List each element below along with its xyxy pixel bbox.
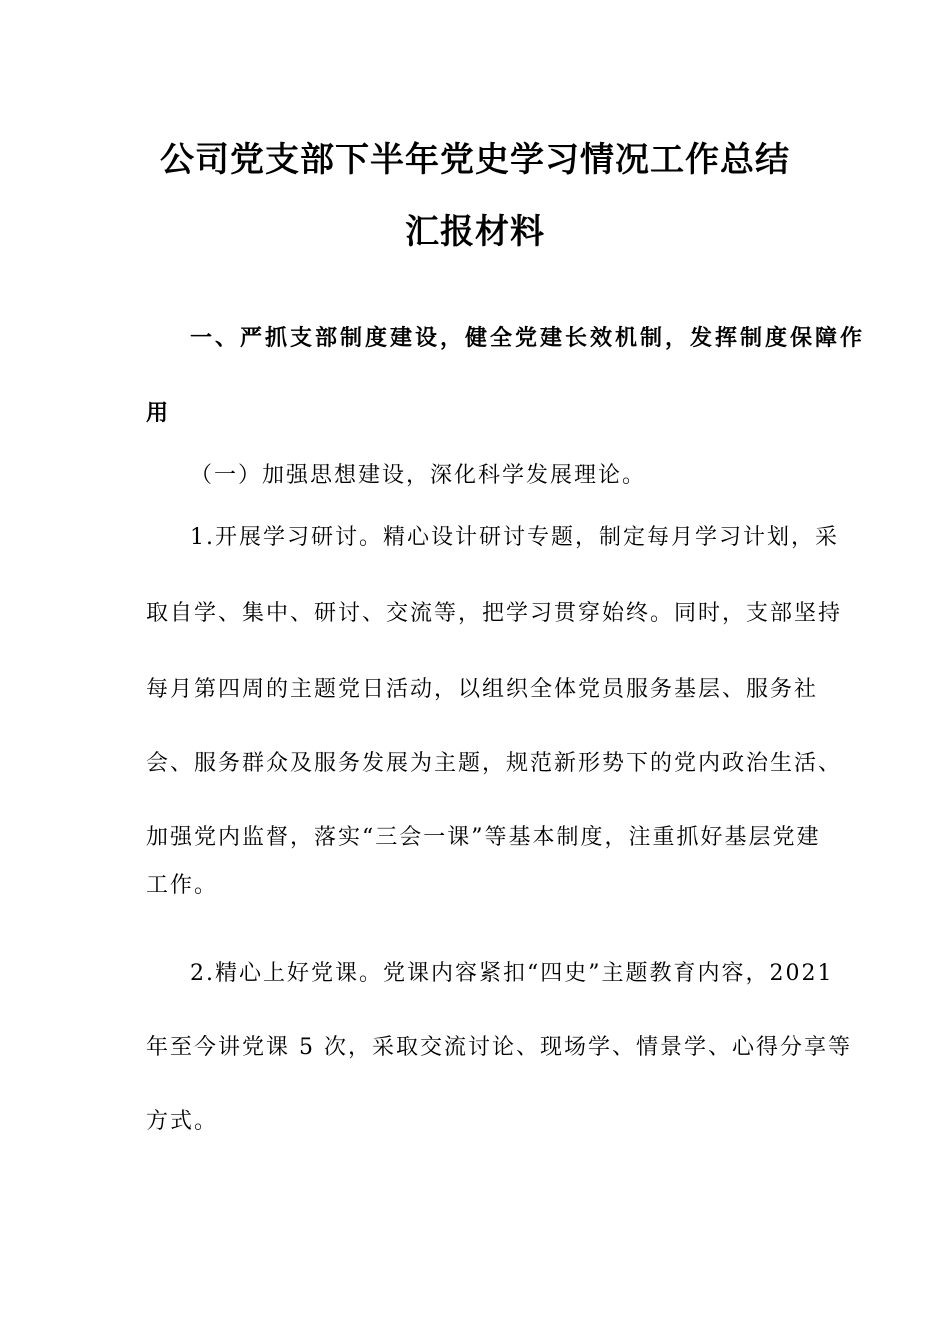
paragraph-2-line: 方式。 [146, 1109, 219, 1134]
paragraph-1-line: 每月第四周的主题党日活动，以组织全体党员服务基层、服务社 [146, 677, 819, 702]
paragraph-1-line: 工作。 [146, 873, 219, 898]
paragraph-1-line: 取自学、集中、研讨、交流等，把学习贯穿始终。同时，支部坚持 [146, 601, 843, 626]
paragraph-1-line: 1.开展学习研讨。精心设计研讨专题，制定每月学习计划，采 [190, 525, 839, 550]
paragraph-2-line: 年至今讲党课 5 次，采取交流讨论、现场学、情景学、心得分享等 [146, 1035, 852, 1060]
section-1-heading-line-2: 用 [146, 401, 172, 426]
document-title-line-1: 公司党支部下半年党史学习情况工作总结 [160, 140, 790, 180]
paragraph-1-line: 加强党内监督，落实“三会一课”等基本制度，注重抓好基层党建 [146, 825, 821, 850]
subsection-1-heading: （一）加强思想建设，深化科学发展理论。 [190, 463, 647, 488]
section-1-heading-line-1: 一、严抓支部制度建设，健全党建长效机制，发挥制度保障作 [190, 326, 866, 351]
paragraph-2-line: 2.精心上好党课。党课内容紧扣“四史”主题教育内容，2021 [190, 961, 834, 986]
document-title-line-2: 汇报材料 [405, 212, 545, 252]
paragraph-1-line: 会、服务群众及服务发展为主题，规范新形势下的党内政治生活、 [146, 751, 843, 776]
